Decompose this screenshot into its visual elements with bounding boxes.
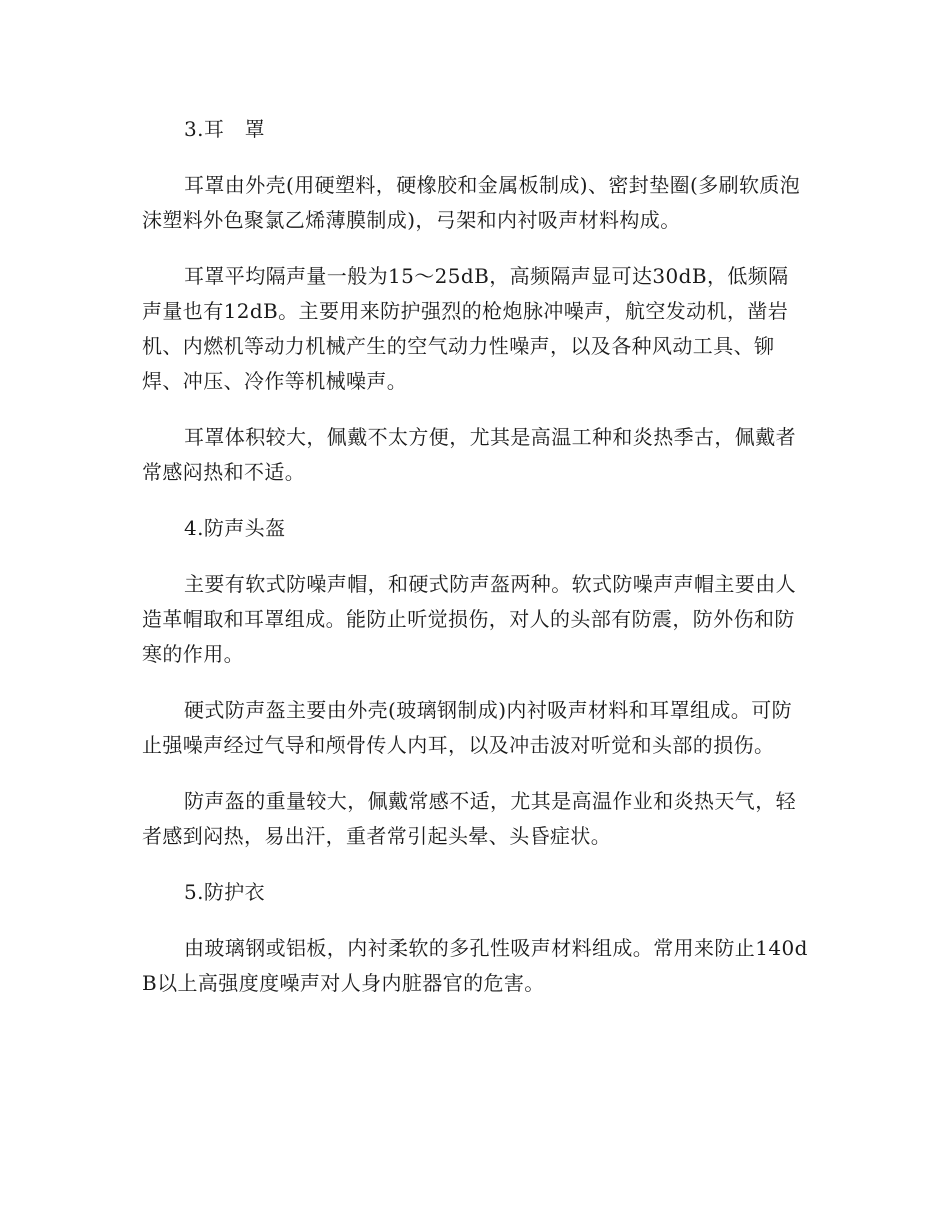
paragraph-ear-muffs-structure: 耳罩由外壳(用硬塑料，硬橡胶和金属板制成)、密封垫圈(多刷软质泡沫塑料外色聚氯乙烯薄膜制成)，弓架和内衬吸声材料构成。 [142, 173, 801, 232]
paragraph-helmet-types: 主要有软式防噪声帽，和硬式防声盔两种。软式防噪声声帽主要由人造革帽取和耳罩组成。能防止听觉损伤，对人的头部有防震，防外伤和防寒的作用。 [142, 572, 796, 666]
paragraph-ear-muffs-performance: 耳罩平均隔声量一般为15～25dB，高频隔声显可达30dB，低频隔声量也有12dB。主要用来防护强烈的枪炮脉冲噪声，航空发动机，凿岩机、内燃机等动力机械产生的空气动力性噪声，以及各种风动工具、铆焊、冲压、冷作等机械噪声。 [142, 264, 789, 393]
paragraph-helmet-drawbacks: 防声盔的重量较大，佩戴常感不适，尤其是高温作业和炎热天气，轻者感到闷热，易出汗，重者常引起头晕、头昏症状。 [142, 789, 796, 848]
paragraph-ear-muffs-drawbacks: 耳罩体积较大，佩戴不太方便，尤其是高温工种和炎热季古，佩戴者常感闷热和不适。 [142, 425, 796, 484]
section-heading-ear-muffs: 3.耳 罩 [184, 117, 266, 141]
section-heading-helmet: 4.防声头盔 [184, 516, 286, 540]
section-heading-protective-clothing: 5.防护衣 [184, 880, 266, 904]
paragraph-protective-clothing: 由玻璃钢或铝板，内衬柔软的多孔性吸声材料组成。常用来防止140dB以上高强度度噪声对人身内脏器官的危害。 [142, 936, 808, 995]
paragraph-hard-helmet: 硬式防声盔主要由外壳(玻璃钢制成)内衬吸声材料和耳罩组成。可防止强噪声经过气导和颅骨传人内耳，以及冲击波对听觉和头部的损伤。 [142, 698, 793, 757]
